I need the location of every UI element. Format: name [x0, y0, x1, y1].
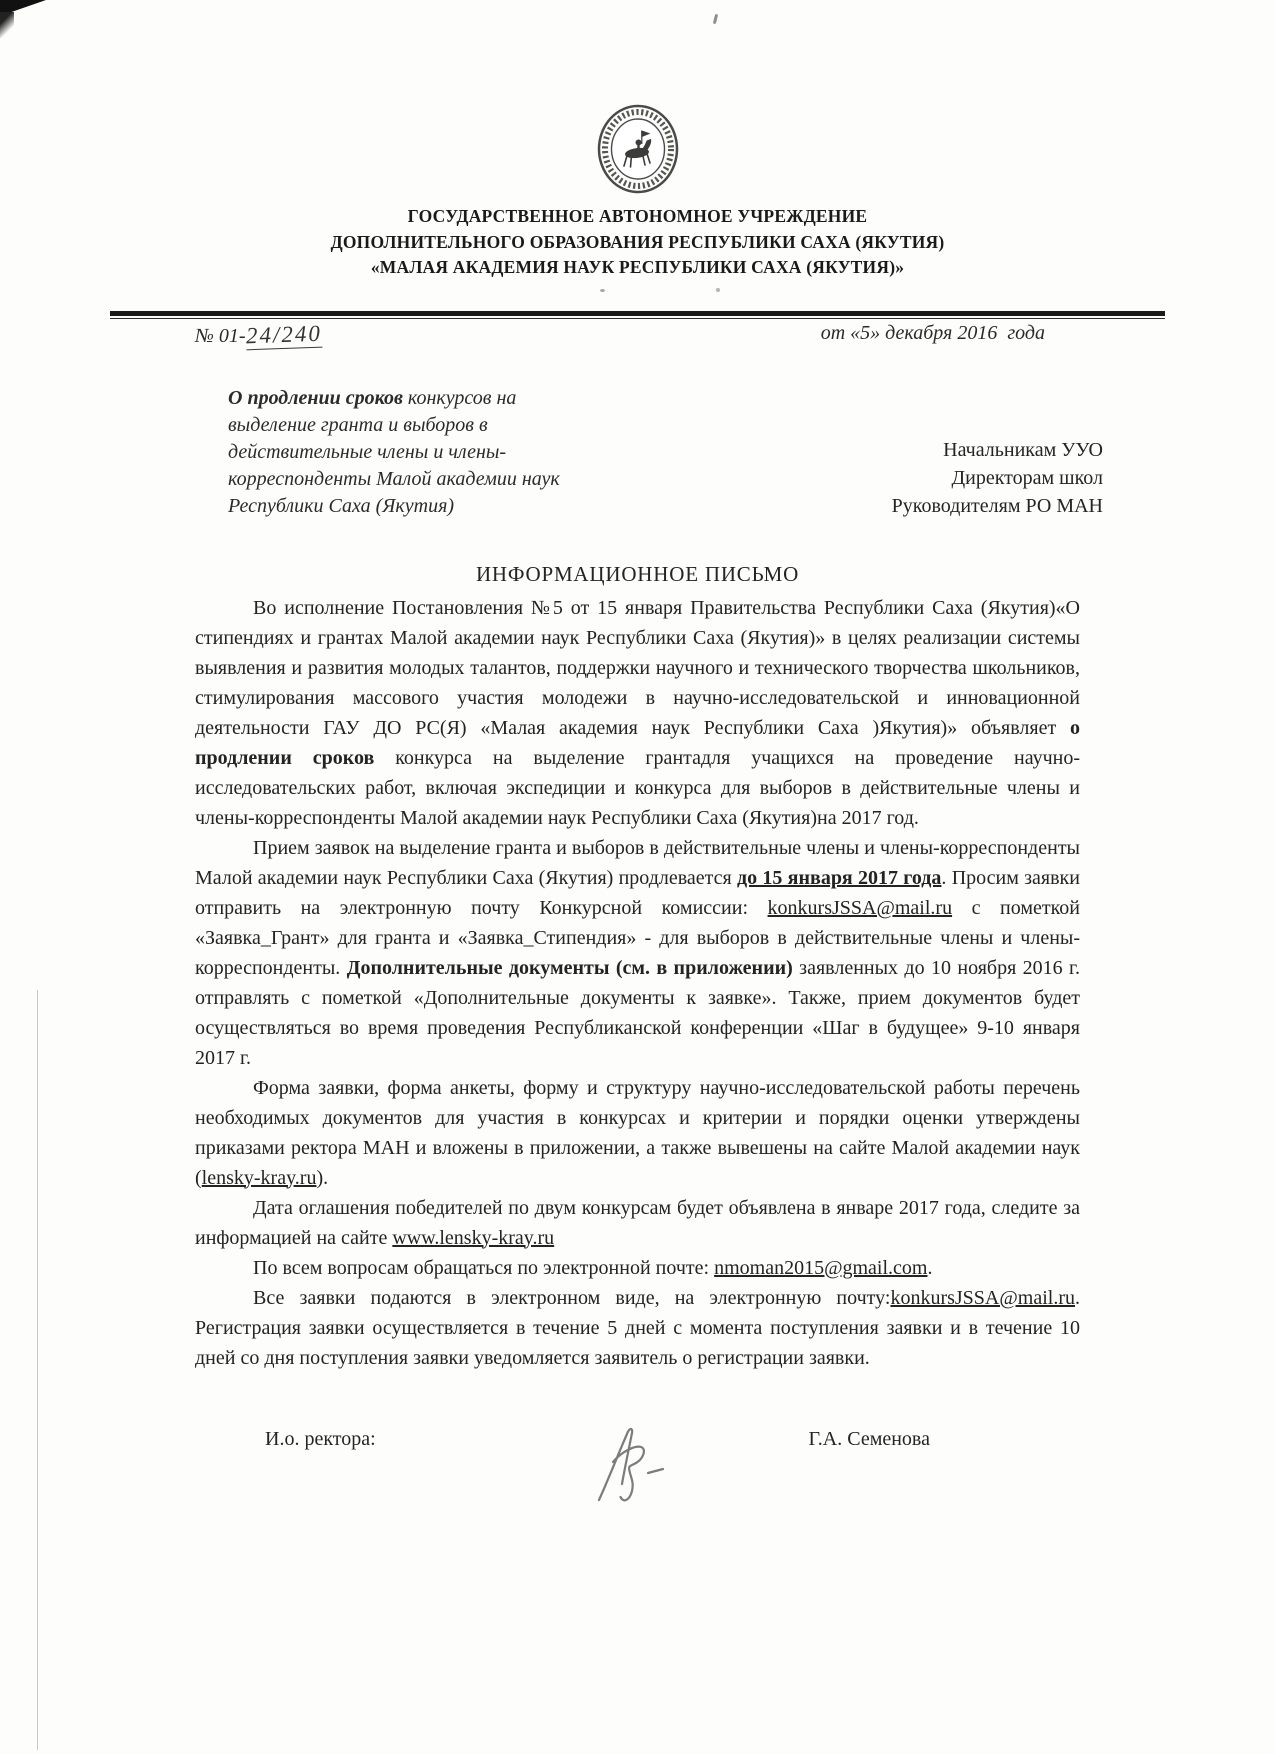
org-name-line: ДОПОЛНИТЕЛЬНОГО ОБРАЗОВАНИЯ РЕСПУБЛИКИ САХА (ЯКУТИЯ): [330, 231, 945, 252]
text-run: Все заявки подаются в электронном виде, на электронную почту:: [253, 1286, 891, 1309]
subject-text: [228, 385, 583, 520]
paragraph: [195, 593, 1080, 833]
org-name-line: ГОСУДАРСТВЕННОЕ АВТОНОМНОЕ УЧРЕЖДЕНИЕ: [407, 206, 868, 226]
text-run: конкурсов на выделение гранта и выборов в действительные члены и члены-корреспонденты Малой академии наук Республики Саха (Якутия): [228, 386, 560, 517]
org-name: [0, 204, 1275, 281]
addressee-list: [892, 436, 1103, 520]
header-divider: [110, 311, 1165, 319]
addressee-line: Директорам школ: [951, 466, 1103, 489]
scan-artifact-edge-line: [37, 990, 38, 1750]
text-run: Дополнительные документы (см. в приложении): [346, 956, 793, 979]
text-run: с пометкой «Заявка_Грант» для гранта и «Заявка_Стипендия» - для выборов в действительные члены и члены-корреспонденты.: [195, 896, 1080, 979]
signature-label: И.о. ректора:: [265, 1427, 376, 1450]
signature-name: Г.А. Семенова: [808, 1427, 930, 1450]
text-run: Дата оглашения победителей по двум конкурсам будет объявлена в январе 2017 года, следите за информацией на сайте: [195, 1196, 1080, 1249]
scan-artifact-tick: [713, 14, 718, 24]
handwritten-signature: [585, 1418, 681, 1520]
scan-artifact-dot: [716, 288, 720, 292]
scan-artifact-dot: [600, 289, 605, 292]
organization-seal-icon: [596, 104, 680, 194]
signature-stroke-icon: [585, 1418, 681, 1514]
text-run: . Просим заявки отправить на электронную почту Конкурсной комиссии:: [195, 866, 1080, 919]
underlined-text: lensky-kray.ru: [201, 1166, 317, 1189]
paragraph: [195, 1193, 1080, 1253]
text-run: конкурса на выделение грантадля учащихся на проведение научно-исследовательских работ, включая экспедиции и конкурса для выборов в действительные члены и члены-корреспонденты Малой академии наук Республики Саха (Якутия)на 2017 год.: [195, 746, 1080, 829]
text-run: По всем вопросам обращаться по электронной почте:: [253, 1256, 715, 1279]
reference-row: [195, 322, 1045, 349]
outgoing-number-handwritten: 24/240: [245, 320, 322, 348]
text-run: Прием заявок на выделение гранта и выборов в действительные члены и члены-корреспонденты Малой академии наук Республики Саха (Якутия) продлевается: [195, 836, 1080, 889]
outgoing-number-prefix: № 01-: [195, 324, 246, 347]
outgoing-number: [195, 322, 321, 349]
underlined-text: konkursJSSA@mail.ru: [890, 1286, 1075, 1309]
underlined-text: www.lensky-kray.ru: [392, 1226, 555, 1249]
signature-row: [195, 1428, 1080, 1451]
body-paragraphs: [195, 593, 1080, 1373]
letter-date: от «5» декабря 2016 года: [820, 321, 1045, 344]
text-run: ).: [316, 1166, 329, 1189]
addressee-line: Руководителям РО МАН: [891, 494, 1103, 517]
letter-title: ИНФОРМАЦИОННОЕ ПИСЬМО: [475, 561, 800, 586]
text-run: .: [927, 1256, 933, 1279]
text-run: Форма заявки, форма анкеты, форму и структуру научно-исследовательской работы перечень необходимых документов для участия в конкурсах и критерии и порядки оценки утверждены приказами ректора МАН и вложены в приложении, а также вывешены на сайте Малой академии наук (: [195, 1076, 1080, 1189]
paragraph: [195, 1283, 1080, 1373]
text-run: о продлении сроков: [195, 716, 1080, 769]
scan-artifact-corner-shadow: [0, 12, 14, 38]
header-logo-wrap: [0, 104, 1275, 194]
paragraph: [195, 1073, 1080, 1193]
text-run: заявленных до 10 ноября 2016 г. отправлять с пометкой «Дополнительные документы к заявке». Также, прием документов будет осуществляться во время проведения Республиканской конференции «Шаг в будущее» 9-10 января 2017 г.: [195, 956, 1080, 1069]
text-run: О продлении сроков: [228, 386, 403, 409]
text-run: Во исполнение Постановления №5 от 15 января Правительства Республики Саха (Якутия)«О стипендиях и грантах Малой академии наук Республики Саха (Якутия)» в целях реализации системы выявления и развития молодых талантов, поддержки научного и технического творчества школьников, стимулирования массового участия молодежи в научно-исследовательской и инновационной деятельности ГАУ ДО РС(Я) «Малая академия наук Республики Саха )Якутия)» объявляет: [195, 596, 1080, 739]
text-run: . Регистрация заявки осуществляется в течение 5 дней с момента поступления заявки и в течение 10 дней со дня поступления заявки уведомляется заявитель о регистрации заявки.: [195, 1286, 1080, 1369]
paragraph: [195, 1253, 1080, 1283]
paragraph: [195, 833, 1080, 1073]
underlined-text: konkursJSSA@mail.ru: [767, 896, 953, 919]
scan-artifact-corner: [0, 0, 46, 16]
meta-row: [228, 385, 1103, 520]
org-name-line: «МАЛАЯ АКАДЕМИЯ НАУК РЕСПУБЛИКИ САХА (ЯКУТИЯ)»: [370, 257, 905, 277]
underlined-text: nmoman2015@gmail.com: [714, 1256, 928, 1279]
underlined-text: до 15 января 2017 года: [737, 866, 942, 889]
addressee-line: Начальникам УУО: [943, 438, 1103, 461]
